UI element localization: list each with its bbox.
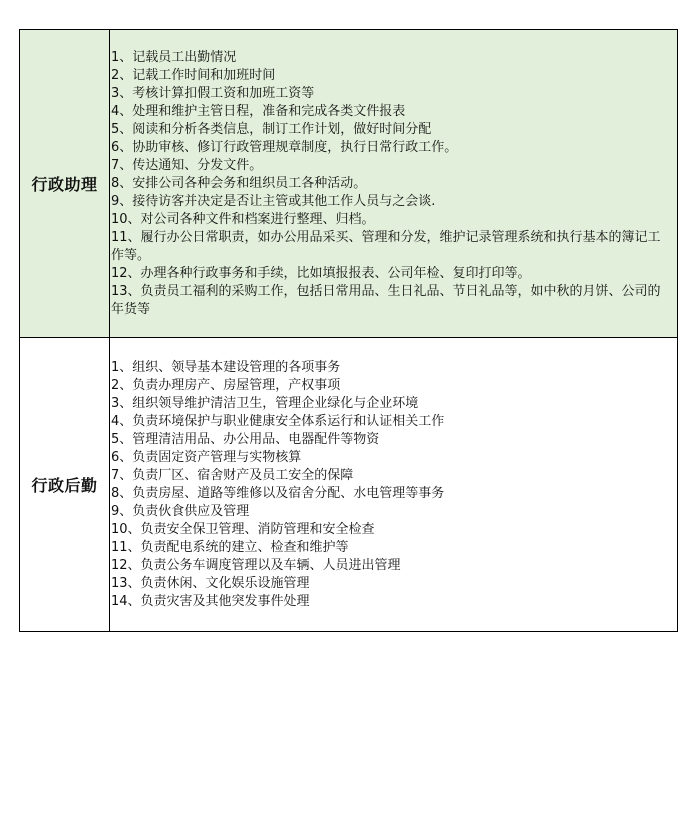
list-item: 2、负责办理房产、房屋管理，产权事项 [111,377,341,393]
table-row-admin-assistant [20,30,678,338]
list-item: 11、履行办公日常职责，如办公用品采买、管理和分发，维护记录管理系统和执行基本的簿记工作等。 [111,229,661,263]
table-row-admin-logistics [20,338,678,632]
list-item: 13、负责休闲、文化娱乐设施管理 [111,575,310,591]
list-item: 6、协助审核、修订行政管理规章制度，执行日常行政工作。 [111,139,458,155]
category-cell: 行政助理 [20,30,110,338]
list-item: 10、负责安全保卫管理、消防管理和安全检查 [111,521,375,537]
list-item: 7、负责厂区、宿舍财产及员工安全的保障 [111,467,354,483]
list-item: 14、负责灾害及其他突发事件处理 [111,593,310,609]
category-cell: 行政后勤 [20,338,110,632]
list-item: 2、记载工作时间和加班时间 [111,67,276,83]
list-item: 5、管理清洁用品、办公用品、电器配件等物资 [111,431,380,447]
duty-list [110,359,677,611]
list-item: 12、办理各种行政事务和手续，比如填报报表、公司年检、复印打印等。 [111,265,531,281]
duties-cell [110,30,678,338]
list-item: 7、传达通知、分发文件。 [111,157,263,173]
list-item: 1、记载员工出勤情况 [111,49,237,65]
list-item: 9、负责伙食供应及管理 [111,503,250,519]
list-item: 9、接待访客并决定是否让主管或其他工作人员与之会谈. [111,193,436,209]
duties-cell [110,338,678,632]
list-item: 12、负责公务车调度管理以及车辆、人员进出管理 [111,557,401,573]
list-item: 4、处理和维护主管日程，准备和完成各类文件报表 [111,103,406,119]
list-item: 3、组织领导维护清洁卫生，管理企业绿化与企业环境 [111,395,419,411]
duties-table [19,29,678,632]
list-item: 5、阅读和分析各类信息，制订工作计划，做好时间分配 [111,121,432,137]
list-item: 3、考核计算扣假工资和加班工资等 [111,85,315,101]
list-item: 8、负责房屋、道路等维修以及宿舍分配、水电管理等事务 [111,485,445,501]
duty-list [110,49,677,319]
list-item: 11、负责配电系统的建立、检查和维护等 [111,539,349,555]
list-item: 6、负责固定资产管理与实物核算 [111,449,302,465]
list-item: 8、安排公司各种会务和组织员工各种活动。 [111,175,367,191]
list-item: 1、组织、领导基本建设管理的各项事务 [111,359,341,375]
list-item: 10、对公司各种文件和档案进行整理、归档。 [111,211,375,227]
list-item: 4、负责环境保护与职业健康安全体系运行和认证相关工作 [111,413,445,429]
list-item: 13、负责员工福利的采购工作，包括日常用品、生日礼品、节日礼品等，如中秋的月饼、公司的年货等 [111,283,661,317]
